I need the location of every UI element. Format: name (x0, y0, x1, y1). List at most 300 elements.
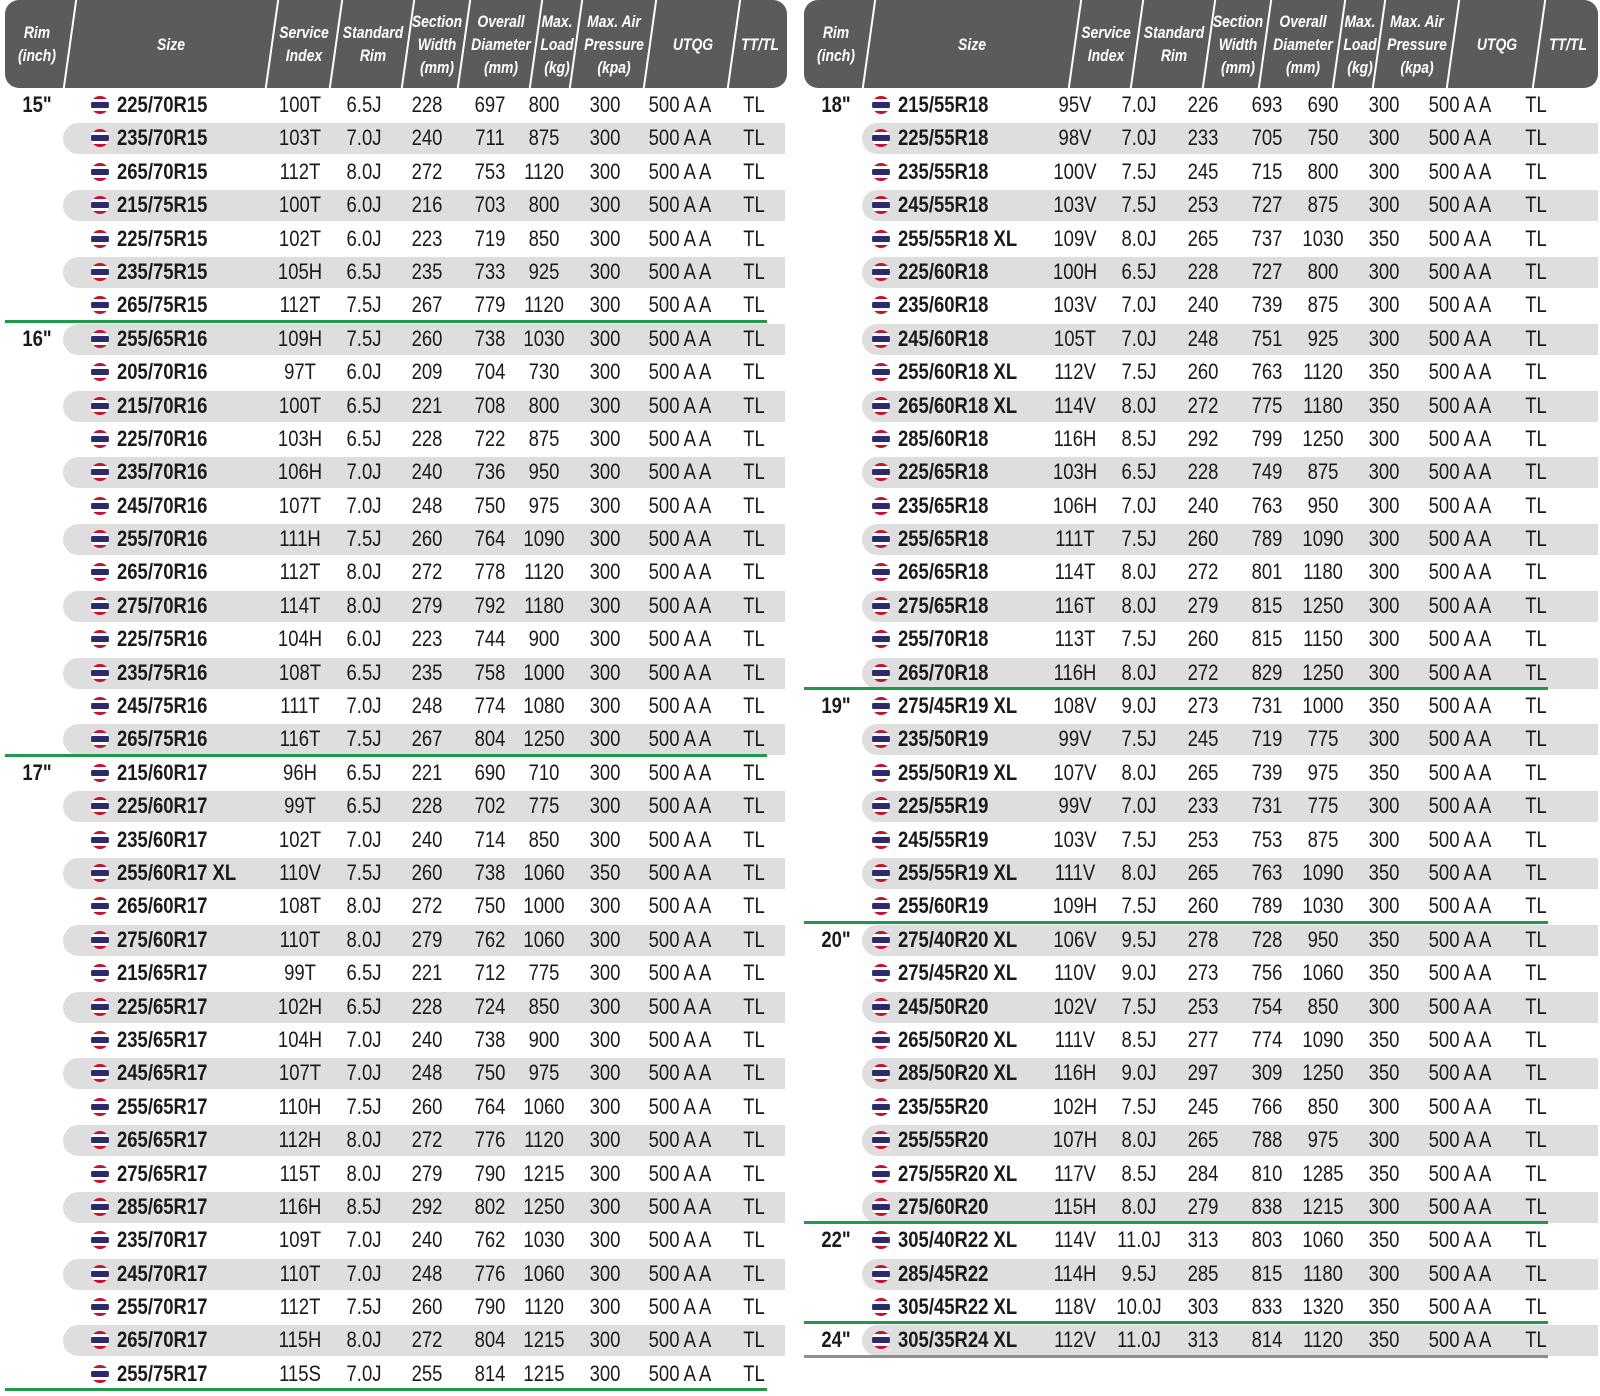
cell-section-width: 228 (1187, 459, 1219, 485)
cell-max-load: 900 (528, 1026, 560, 1052)
cell-service-index: 116T (1054, 592, 1096, 618)
thailand-flag-icon (91, 163, 109, 181)
cell-standard-rim: 6.5J (346, 993, 382, 1019)
cell-tt-tl: TL (1525, 759, 1547, 785)
cell-overall-diameter: 758 (474, 659, 506, 685)
rim-size-label: 18" (821, 92, 851, 117)
cell-standard-rim: 7.5J (1121, 726, 1157, 752)
cell-standard-rim: 7.0J (346, 1360, 382, 1386)
table-row (804, 188, 1598, 221)
cell-tt-tl: TL (1525, 893, 1547, 919)
table-row (804, 422, 1598, 455)
cell-service-index: 99T (284, 793, 316, 819)
cell-standard-rim: 6.5J (1121, 459, 1157, 485)
header-service-index: Service Index (1081, 23, 1131, 65)
cell-utqg: 500 A A (1428, 92, 1492, 117)
cell-overall-diameter: 814 (474, 1360, 506, 1386)
cell-tt-tl: TL (743, 759, 765, 785)
cell-max-load: 1060 (1302, 1227, 1344, 1253)
cell-max-air-pressure: 300 (589, 1093, 621, 1119)
cell-standard-rim: 6.0J (346, 626, 382, 652)
cell-max-air-pressure: 300 (589, 459, 621, 485)
cell-section-width: 267 (411, 726, 443, 752)
cell-max-load: 900 (528, 626, 560, 652)
cell-max-air-pressure: 350 (1368, 693, 1400, 719)
cell-size: 215/65R17 (117, 960, 208, 986)
cell-max-air-pressure: 300 (589, 325, 621, 351)
tire-spec-table-left (5, 0, 787, 1390)
cell-max-air-pressure: 350 (1368, 1294, 1400, 1320)
cell-utqg: 500 A A (648, 1360, 712, 1386)
cell-service-index: 115H (278, 1327, 322, 1353)
thailand-flag-icon (872, 664, 890, 682)
cell-section-width: 272 (411, 559, 443, 585)
cell-section-width: 260 (1187, 359, 1219, 385)
table-row (5, 990, 787, 1023)
cell-tt-tl: TL (1525, 1294, 1547, 1320)
thailand-flag-icon (91, 363, 109, 381)
cell-utqg: 500 A A (648, 592, 712, 618)
cell-service-index: 103V (1053, 192, 1097, 218)
cell-service-index: 95V (1058, 92, 1092, 117)
cell-utqg: 500 A A (648, 659, 712, 685)
cell-section-width: 272 (1187, 559, 1219, 585)
cell-max-load: 1250 (1302, 425, 1344, 451)
cell-standard-rim: 7.5J (1121, 526, 1157, 552)
cell-max-air-pressure: 300 (589, 592, 621, 618)
cell-max-air-pressure: 300 (1368, 826, 1400, 852)
cell-tt-tl: TL (743, 1227, 765, 1253)
cell-standard-rim: 8.0J (346, 158, 382, 184)
cell-utqg: 500 A A (1428, 893, 1492, 919)
header-max-air-pressure: Max. Air Pressure (kpa) (584, 11, 644, 77)
cell-tt-tl: TL (743, 359, 765, 385)
cell-tt-tl: TL (743, 993, 765, 1019)
cell-overall-diameter: 778 (474, 559, 506, 585)
cell-utqg: 500 A A (648, 92, 712, 117)
table-row (804, 1257, 1598, 1290)
thailand-flag-icon (91, 296, 109, 314)
cell-service-index: 99V (1058, 726, 1092, 752)
thailand-flag-icon (872, 597, 890, 615)
cell-utqg: 500 A A (1428, 225, 1492, 251)
cell-max-load: 1180 (524, 592, 564, 618)
cell-max-air-pressure: 300 (589, 793, 621, 819)
cell-utqg: 500 A A (648, 859, 712, 885)
cell-standard-rim: 6.0J (346, 225, 382, 251)
cell-tt-tl: TL (743, 158, 765, 184)
table-body-right (804, 88, 1598, 1357)
table-row (804, 1323, 1598, 1356)
cell-overall-diameter: 833 (1251, 1294, 1283, 1320)
cell-size: 265/70R17 (117, 1327, 208, 1353)
header-utqg: UTQG (672, 34, 714, 54)
cell-standard-rim: 7.5J (1121, 826, 1157, 852)
header-overall-diameter: Overall Diameter (mm) (1273, 11, 1333, 77)
cell-tt-tl: TL (743, 659, 765, 685)
cell-utqg: 500 A A (648, 292, 712, 318)
cell-max-load: 1090 (1302, 1026, 1344, 1052)
cell-service-index: 102H (1052, 1093, 1098, 1119)
cell-max-load: 690 (1307, 92, 1339, 117)
cell-max-load: 1120 (524, 1127, 564, 1153)
cell-section-width: 265 (1187, 859, 1219, 885)
cell-tt-tl: TL (743, 292, 765, 318)
cell-utqg: 500 A A (648, 526, 712, 552)
cell-section-width: 273 (1187, 693, 1219, 719)
cell-section-width: 313 (1187, 1327, 1219, 1353)
cell-max-air-pressure: 300 (589, 425, 621, 451)
cell-service-index: 103H (1052, 459, 1098, 485)
cell-max-load: 750 (1307, 125, 1339, 151)
cell-service-index: 109V (1053, 225, 1097, 251)
cell-utqg: 500 A A (648, 459, 712, 485)
table-row (5, 455, 787, 488)
cell-max-load: 1250 (523, 1193, 565, 1219)
cell-section-width: 260 (1187, 526, 1219, 552)
cell-tt-tl: TL (1525, 592, 1547, 618)
thailand-flag-icon (872, 897, 890, 915)
cell-utqg: 500 A A (1428, 359, 1492, 385)
cell-tt-tl: TL (743, 1127, 765, 1153)
thailand-flag-icon (872, 330, 890, 348)
table-row (5, 1323, 787, 1356)
rim-size-label: 16" (22, 325, 52, 351)
cell-standard-rim: 8.0J (1121, 559, 1157, 585)
thailand-flag-icon (872, 630, 890, 648)
cell-standard-rim: 11.0J (1117, 1327, 1161, 1353)
cell-overall-diameter: 762 (474, 1227, 506, 1253)
thailand-flag-icon (91, 230, 109, 248)
cell-standard-rim: 7.0J (346, 459, 382, 485)
cell-utqg: 500 A A (648, 926, 712, 952)
table-row (804, 1056, 1598, 1089)
cell-overall-diameter: 731 (1251, 693, 1283, 719)
cell-max-load: 1120 (1303, 359, 1343, 385)
cell-size: 215/60R17 (117, 759, 208, 785)
thailand-flag-icon (91, 831, 109, 849)
cell-section-width: 233 (1187, 125, 1219, 151)
table-row (5, 188, 787, 221)
cell-size: 265/50R20 XL (898, 1026, 1018, 1052)
cell-size: 225/60R18 (898, 258, 989, 284)
cell-utqg: 500 A A (648, 1026, 712, 1052)
cell-size: 275/45R20 XL (898, 960, 1018, 986)
rim-size-label: 24" (821, 1327, 851, 1353)
cell-standard-rim: 8.0J (346, 1127, 382, 1153)
cell-utqg: 500 A A (1428, 1127, 1492, 1153)
cell-section-width: 240 (411, 459, 443, 485)
cell-standard-rim: 7.0J (1121, 125, 1157, 151)
cell-overall-diameter: 738 (474, 1026, 506, 1052)
cell-size: 225/70R16 (117, 425, 208, 451)
cell-tt-tl: TL (743, 926, 765, 952)
cell-standard-rim: 7.0J (346, 125, 382, 151)
table-row (5, 489, 787, 522)
cell-standard-rim: 7.5J (346, 726, 382, 752)
table-row (5, 88, 787, 121)
thailand-flag-icon (872, 1131, 890, 1149)
cell-utqg: 500 A A (1428, 592, 1492, 618)
cell-max-load: 1030 (523, 1227, 565, 1253)
cell-max-air-pressure: 300 (1368, 793, 1400, 819)
cell-service-index: 107H (1052, 1127, 1098, 1153)
cell-max-load: 800 (1307, 258, 1339, 284)
cell-tt-tl: TL (743, 325, 765, 351)
cell-tt-tl: TL (1525, 459, 1547, 485)
cell-overall-diameter: 750 (474, 893, 506, 919)
cell-max-air-pressure: 300 (1368, 125, 1400, 151)
thailand-flag-icon (872, 1265, 890, 1283)
cell-section-width: 216 (411, 192, 443, 218)
cell-overall-diameter: 838 (1251, 1193, 1283, 1219)
cell-service-index: 106H (1052, 492, 1098, 518)
cell-overall-diameter: 751 (1251, 325, 1283, 351)
cell-max-air-pressure: 350 (1368, 1160, 1400, 1186)
cell-overall-diameter: 738 (474, 859, 506, 885)
cell-max-load: 1120 (524, 1294, 564, 1320)
cell-section-width: 240 (411, 826, 443, 852)
cell-service-index: 109T (278, 1227, 322, 1253)
thailand-flag-icon (872, 1198, 890, 1216)
cell-size: 275/55R20 XL (898, 1160, 1018, 1186)
cell-utqg: 500 A A (648, 693, 712, 719)
cell-tt-tl: TL (1525, 125, 1547, 151)
cell-overall-diameter: 708 (474, 392, 506, 418)
table-row (804, 923, 1598, 956)
table-header-left (5, 0, 787, 88)
cell-utqg: 500 A A (648, 359, 712, 385)
thailand-flag-icon (872, 296, 890, 314)
cell-size: 245/55R18 (898, 192, 989, 218)
cell-overall-diameter: 774 (1251, 1026, 1283, 1052)
cell-utqg: 500 A A (648, 1060, 712, 1086)
cell-max-load: 775 (1307, 793, 1339, 819)
header-separator (329, 0, 343, 88)
cell-service-index: 108T (278, 659, 322, 685)
thailand-flag-icon (91, 497, 109, 515)
cell-service-index: 112T (279, 292, 321, 318)
cell-utqg: 500 A A (1428, 492, 1492, 518)
cell-max-load: 850 (528, 225, 560, 251)
cell-service-index: 96H (283, 759, 317, 785)
cell-utqg: 500 A A (648, 1260, 712, 1286)
thailand-flag-icon (91, 1098, 109, 1116)
cell-standard-rim: 8.5J (1121, 1026, 1157, 1052)
cell-tt-tl: TL (1525, 726, 1547, 752)
cell-standard-rim: 7.5J (1121, 192, 1157, 218)
cell-overall-diameter: 715 (1251, 158, 1283, 184)
cell-max-air-pressure: 300 (589, 1060, 621, 1086)
cell-utqg: 500 A A (648, 1294, 712, 1320)
cell-standard-rim: 7.0J (346, 1260, 382, 1286)
table-row (5, 656, 787, 689)
table-row (5, 322, 787, 355)
thailand-flag-icon (872, 864, 890, 882)
cell-max-load: 1285 (1302, 1160, 1344, 1186)
cell-utqg: 500 A A (1428, 1060, 1492, 1086)
cell-overall-diameter: 799 (1251, 425, 1283, 451)
cell-overall-diameter: 727 (1251, 258, 1283, 284)
cell-utqg: 500 A A (648, 1093, 712, 1119)
cell-max-air-pressure: 300 (589, 1294, 621, 1320)
cell-tt-tl: TL (743, 626, 765, 652)
cell-tt-tl: TL (1525, 92, 1547, 117)
cell-overall-diameter: 763 (1251, 492, 1283, 518)
cell-max-load: 850 (528, 993, 560, 1019)
cell-max-load: 1250 (1302, 1060, 1344, 1086)
cell-overall-diameter: 810 (1251, 1160, 1283, 1186)
cell-tt-tl: TL (743, 526, 765, 552)
cell-tt-tl: TL (1525, 926, 1547, 952)
cell-tt-tl: TL (743, 726, 765, 752)
cell-size: 305/45R22 XL (898, 1294, 1018, 1320)
cell-max-load: 1090 (1302, 526, 1344, 552)
cell-size: 255/60R19 (898, 893, 989, 919)
cell-standard-rim: 8.0J (346, 592, 382, 618)
cell-size: 245/55R19 (898, 826, 989, 852)
cell-service-index: 114V (1054, 392, 1096, 418)
cell-max-load: 950 (1307, 492, 1339, 518)
thailand-flag-icon (872, 497, 890, 515)
cell-service-index: 107T (278, 1060, 322, 1086)
cell-max-load: 1030 (1302, 225, 1344, 251)
cell-size: 265/60R18 XL (898, 392, 1018, 418)
cell-size: 275/65R17 (117, 1160, 208, 1186)
cell-size: 265/75R15 (117, 292, 208, 318)
cell-tt-tl: TL (1525, 559, 1547, 585)
thailand-flag-icon (872, 1165, 890, 1183)
thailand-flag-icon (91, 1165, 109, 1183)
cell-section-width: 245 (1187, 158, 1219, 184)
cell-max-load: 1215 (1302, 1193, 1344, 1219)
cell-size: 245/70R17 (117, 1260, 208, 1286)
cell-service-index: 102V (1053, 993, 1097, 1019)
cell-section-width: 285 (1187, 1260, 1219, 1286)
cell-tt-tl: TL (743, 793, 765, 819)
cell-section-width: 248 (411, 492, 443, 518)
cell-overall-diameter: 309 (1251, 1060, 1283, 1086)
rim-size-label: 15" (22, 92, 52, 117)
cell-max-air-pressure: 300 (589, 1260, 621, 1286)
table-row (5, 1357, 787, 1390)
cell-standard-rim: 8.0J (1121, 1127, 1157, 1153)
cell-max-load: 925 (528, 258, 560, 284)
header-utqg: UTQG (1476, 34, 1518, 54)
cell-tt-tl: TL (1525, 359, 1547, 385)
table-row (5, 722, 787, 755)
cell-section-width: 240 (411, 1227, 443, 1253)
cell-tt-tl: TL (743, 559, 765, 585)
cell-section-width: 260 (1187, 893, 1219, 919)
cell-overall-diameter: 789 (1251, 526, 1283, 552)
cell-max-air-pressure: 300 (1368, 158, 1400, 184)
cell-utqg: 500 A A (648, 225, 712, 251)
table-row (804, 522, 1598, 555)
cell-max-air-pressure: 300 (589, 1026, 621, 1052)
cell-standard-rim: 6.5J (346, 960, 382, 986)
cell-size: 235/55R20 (898, 1093, 989, 1119)
cell-overall-diameter: 815 (1251, 592, 1283, 618)
table-row (5, 1157, 787, 1190)
cell-utqg: 500 A A (1428, 1227, 1492, 1253)
cell-size: 225/55R18 (898, 125, 989, 151)
cell-utqg: 500 A A (648, 325, 712, 351)
cell-tt-tl: TL (743, 192, 765, 218)
cell-tt-tl: TL (1525, 793, 1547, 819)
cell-size: 255/75R17 (117, 1360, 208, 1386)
thailand-flag-icon (91, 931, 109, 949)
cell-service-index: 112T (279, 1294, 321, 1320)
cell-overall-diameter: 719 (1251, 726, 1283, 752)
cell-overall-diameter: 753 (1251, 826, 1283, 852)
table-row (5, 1223, 787, 1256)
cell-overall-diameter: 762 (474, 926, 506, 952)
cell-utqg: 500 A A (648, 759, 712, 785)
table-row (5, 823, 787, 856)
cell-size: 235/50R19 (898, 726, 989, 752)
cell-utqg: 500 A A (648, 826, 712, 852)
cell-tt-tl: TL (1525, 325, 1547, 351)
header-section-width: Section Width (mm) (411, 11, 463, 77)
cell-utqg: 500 A A (1428, 1294, 1492, 1320)
cell-max-load: 1080 (523, 693, 565, 719)
cell-overall-diameter: 776 (474, 1260, 506, 1286)
thailand-flag-icon (91, 664, 109, 682)
cell-max-air-pressure: 300 (589, 693, 621, 719)
cell-max-air-pressure: 300 (589, 192, 621, 218)
cell-max-air-pressure: 300 (1368, 1127, 1400, 1153)
cell-overall-diameter: 711 (475, 125, 505, 151)
header-max-air-pressure: Max. Air Pressure (kpa) (1387, 11, 1447, 77)
cell-size: 235/70R16 (117, 459, 208, 485)
cell-max-air-pressure: 300 (589, 960, 621, 986)
cell-max-load: 875 (1307, 292, 1339, 318)
cell-tt-tl: TL (1525, 1227, 1547, 1253)
cell-overall-diameter: 690 (474, 759, 506, 785)
cell-max-load: 1180 (1303, 392, 1343, 418)
thailand-flag-icon (91, 1031, 109, 1049)
cell-standard-rim: 6.5J (346, 258, 382, 284)
cell-standard-rim: 7.5J (346, 292, 382, 318)
table-row (5, 121, 787, 154)
cell-service-index: 104H (277, 626, 323, 652)
table-row (5, 1090, 787, 1123)
cell-section-width: 240 (411, 1026, 443, 1052)
thailand-flag-icon (872, 964, 890, 982)
cell-max-air-pressure: 300 (589, 1127, 621, 1153)
cell-max-air-pressure: 300 (1368, 192, 1400, 218)
cell-overall-diameter: 804 (474, 726, 506, 752)
cell-max-air-pressure: 350 (1368, 1227, 1400, 1253)
cell-overall-diameter: 775 (1251, 392, 1283, 418)
thailand-flag-icon (872, 764, 890, 782)
cell-utqg: 500 A A (648, 392, 712, 418)
cell-overall-diameter: 756 (1251, 960, 1283, 986)
cell-standard-rim: 8.0J (1121, 659, 1157, 685)
table-row (5, 522, 787, 555)
header-service-index: Service Index (279, 23, 329, 65)
cell-overall-diameter: 763 (1251, 859, 1283, 885)
table-row (804, 656, 1598, 689)
cell-utqg: 500 A A (1428, 693, 1492, 719)
table-row (804, 889, 1598, 922)
table-row (5, 1023, 787, 1056)
cell-utqg: 500 A A (648, 1127, 712, 1153)
cell-max-load: 1215 (523, 1327, 565, 1353)
cell-tt-tl: TL (743, 425, 765, 451)
table-row (804, 88, 1598, 121)
